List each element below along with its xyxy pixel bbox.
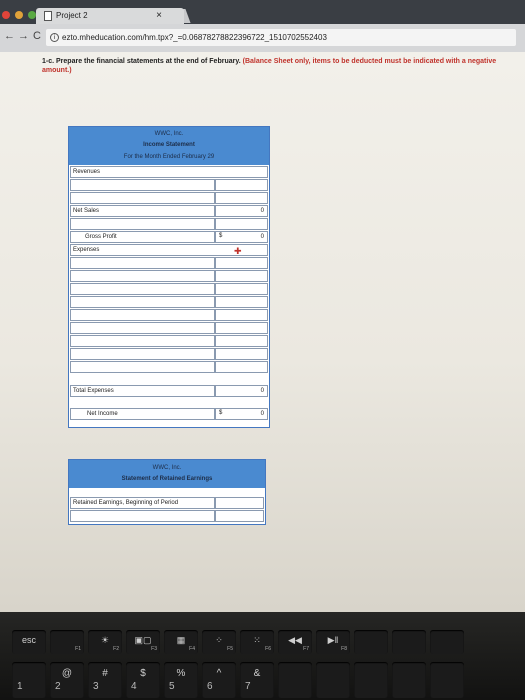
key-glyph: ▶ǁ — [327, 635, 339, 645]
fn-key[interactable] — [354, 630, 388, 654]
fn-key[interactable] — [126, 630, 160, 654]
expense-amount-input[interactable] — [215, 335, 268, 347]
expense-amount-input[interactable] — [215, 348, 268, 360]
fn-key[interactable] — [430, 630, 464, 654]
net-income-currency: $ — [219, 410, 223, 416]
key-label: F1 — [75, 646, 81, 652]
net-sales-row — [70, 205, 215, 217]
tab-title: Project 2 — [56, 11, 88, 20]
key-label: 4 — [131, 681, 137, 692]
key-label: F7 — [303, 646, 309, 652]
num-key[interactable] — [278, 662, 312, 698]
cogs-account-input[interactable] — [70, 218, 215, 230]
key-label: F4 — [189, 646, 195, 652]
key-glyph: ☀ — [100, 635, 110, 645]
fn-key[interactable] — [240, 630, 274, 654]
revenue-amount-input[interactable] — [215, 179, 268, 191]
reload-button[interactable]: C — [33, 30, 41, 42]
gross-profit-label: Gross Profit — [85, 234, 117, 240]
info-icon[interactable]: i — [50, 33, 59, 42]
key-label: F5 — [227, 646, 233, 652]
retained-earnings-header — [69, 460, 265, 488]
fn-key[interactable] — [392, 630, 426, 654]
browser-tab[interactable] — [36, 8, 184, 24]
expense-account-input[interactable] — [70, 296, 215, 308]
num-key[interactable] — [50, 662, 84, 698]
fn-key[interactable] — [164, 630, 198, 654]
fn-key[interactable] — [88, 630, 122, 654]
net-sales-value: 0 — [215, 205, 268, 217]
browser-chrome — [0, 0, 525, 52]
expense-account-input[interactable] — [70, 361, 215, 373]
expense-amount-input[interactable] — [215, 270, 268, 282]
expense-account-input[interactable] — [70, 257, 215, 269]
key-label: 1 — [17, 681, 23, 692]
re-company-name: WWC, Inc. — [152, 465, 182, 471]
close-window-button[interactable] — [2, 11, 10, 19]
fn-key[interactable] — [278, 630, 312, 654]
document-icon — [44, 11, 52, 21]
fn-key[interactable] — [202, 630, 236, 654]
net-sales-label: Net Sales — [73, 208, 100, 214]
total-expenses-label: Total Expenses — [73, 388, 114, 394]
expenses-label: Expenses — [73, 247, 100, 253]
num-key[interactable] — [392, 662, 426, 698]
question-text: Prepare the financial statements at the end of February. — [56, 58, 241, 65]
re-amount-input[interactable] — [215, 510, 264, 522]
question-number: 1-c. — [42, 58, 55, 65]
key-glyph: ⁙ — [253, 635, 261, 645]
num-key[interactable] — [202, 662, 236, 698]
expense-amount-input[interactable] — [215, 257, 268, 269]
expense-account-input[interactable] — [70, 270, 215, 282]
key-glyph: @ — [61, 668, 73, 679]
key-label: F8 — [341, 646, 347, 652]
num-key[interactable] — [126, 662, 160, 698]
revenues-header-row — [70, 166, 268, 178]
expense-amount-input[interactable] — [215, 296, 268, 308]
question-note: (Balance Sheet only, items to be deducted must be indicated with a negative amount.) — [42, 58, 497, 74]
fn-key[interactable] — [12, 630, 46, 654]
url-text: ezto.mheducation.com/hm.tpx?_=0.06878278822396722_1510702552403 — [62, 33, 327, 42]
question-prompt — [42, 57, 502, 75]
statement-title: Income Statement — [143, 142, 195, 148]
key-glyph: ^ — [216, 668, 222, 679]
re-beginning-row — [70, 497, 215, 509]
fn-key[interactable] — [316, 630, 350, 654]
num-key[interactable] — [316, 662, 350, 698]
expense-account-input[interactable] — [70, 283, 215, 295]
gross-profit-currency: $ — [219, 233, 223, 239]
back-button[interactable]: ← — [4, 30, 15, 42]
company-name: WWC, Inc. — [154, 131, 184, 137]
num-key[interactable] — [88, 662, 122, 698]
revenue-account-input[interactable] — [70, 179, 215, 191]
key-glyph: esc — [21, 635, 36, 645]
expense-amount-input[interactable] — [215, 322, 268, 334]
number-key-row — [0, 662, 525, 700]
key-label: 5 — [169, 681, 175, 692]
fn-key[interactable] — [50, 630, 84, 654]
key-glyph: ▣▢ — [134, 635, 152, 645]
net-income-row — [70, 408, 215, 420]
key-label: F3 — [151, 646, 157, 652]
expense-account-input[interactable] — [70, 309, 215, 321]
expense-amount-input[interactable] — [215, 361, 268, 373]
minimize-window-button[interactable] — [15, 11, 23, 19]
total-expenses-row — [70, 385, 215, 397]
key-label: 3 — [93, 681, 99, 692]
num-key[interactable] — [240, 662, 274, 698]
net-income-value: 0 — [215, 408, 268, 420]
cogs-amount-input[interactable] — [215, 218, 268, 230]
key-glyph: # — [102, 668, 108, 679]
key-label: F6 — [265, 646, 271, 652]
gross-profit-value: 0 — [215, 231, 268, 243]
num-key[interactable] — [354, 662, 388, 698]
expense-amount-input[interactable] — [215, 283, 268, 295]
forward-button[interactable]: → — [18, 30, 29, 42]
re-beginning-amount-input[interactable] — [215, 497, 264, 509]
revenue-amount-input[interactable] — [215, 192, 268, 204]
key-label: F2 — [113, 646, 119, 652]
statement-period: For the Month Ended February 29 — [123, 154, 215, 160]
expense-account-input[interactable] — [70, 322, 215, 334]
num-key[interactable] — [430, 662, 464, 698]
browser-toolbar — [0, 24, 525, 52]
key-glyph: $ — [140, 668, 146, 679]
tab-close-icon[interactable]: × — [156, 10, 162, 21]
gross-profit-row — [70, 231, 215, 243]
key-glyph: ⁘ — [215, 635, 223, 645]
expense-amount-input[interactable] — [215, 309, 268, 321]
expense-account-input[interactable] — [70, 335, 215, 347]
key-glyph: ▦ — [176, 635, 186, 645]
function-key-row — [0, 630, 525, 656]
total-expenses-value: 0 — [215, 385, 268, 397]
re-statement-title: Statement of Retained Earnings — [121, 476, 213, 482]
key-label: 7 — [245, 681, 251, 692]
key-label: 2 — [55, 681, 61, 692]
num-key[interactable] — [12, 662, 46, 698]
re-account-input[interactable] — [70, 510, 215, 522]
key-glyph: % — [176, 668, 186, 679]
income-statement-header — [69, 127, 269, 165]
key-label: 6 — [207, 681, 213, 692]
window-controls — [2, 11, 36, 19]
net-income-label: Net Income — [87, 411, 118, 417]
key-glyph: & — [253, 668, 261, 679]
expense-account-input[interactable] — [70, 348, 215, 360]
mouse-cursor-icon: ✚ — [234, 246, 242, 256]
key-glyph: ◀◀ — [288, 635, 302, 645]
revenue-account-input[interactable] — [70, 192, 215, 204]
re-beginning-label: Retained Earnings, Beginning of Period — [73, 500, 179, 506]
maximize-window-button[interactable] — [28, 11, 36, 19]
num-key[interactable] — [164, 662, 198, 698]
revenues-label: Revenues — [73, 169, 101, 175]
address-bar[interactable] — [46, 29, 516, 46]
